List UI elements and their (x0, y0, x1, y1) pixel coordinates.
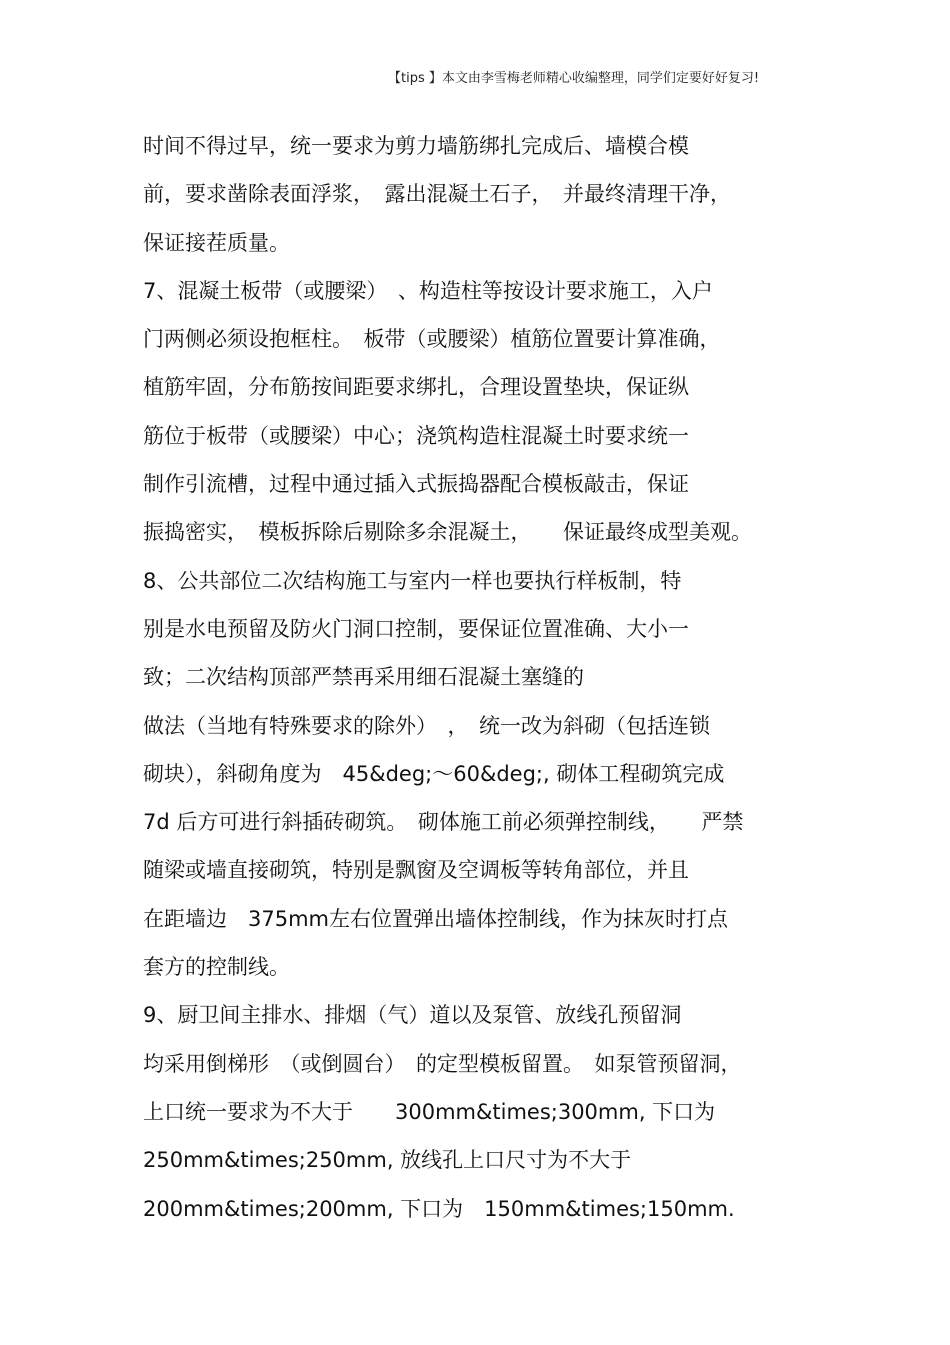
text-line: 砌块），斜砌角度为 45&deg;～60&deg;, 砌体工程砌筑完成 (143, 761, 725, 786)
text-line: 筋位于板带（或腰梁）中心；浇筑构造柱混凝土时要求统一 (143, 423, 689, 448)
document-body (143, 122, 903, 1233)
text-line: 均采用倒梯形 （或倒圆台） 的定型模板留置。 如泵管预留洞， (143, 1051, 742, 1076)
text-line: 7d 后方可进行斜插砖砌筑。 砌体施工前必须弹控制线， 严禁 (143, 810, 744, 835)
text-line: 时间不得过早，统一要求为剪力墙筋绑扎完成后、墙模合模 (143, 134, 689, 158)
text-line: 上口统一要求为不大于 300mm&times;300mm, 下口为 (143, 1099, 716, 1124)
text-line: 振捣密实， 模板拆除后剔除多余混凝土， 保证最终成型美观。 (143, 520, 752, 545)
text-line: 前，要求凿除表面浮浆， 露出混凝土石子， 并最终清理干净， (143, 182, 731, 207)
text-line: 门两侧必须设抱框柱。 板带（或腰梁）植筋位置要计算准确， (143, 327, 721, 352)
section-8-heading-line: 8、公共部位二次结构施工与室内一样也要执行样板制，特 (143, 568, 682, 593)
text-line: 套方的控制线。 (143, 955, 290, 980)
text-line: 200mm&times;200mm, 下口为 150mm&times;150mm. (143, 1196, 735, 1221)
text-line: 随梁或墙直接砌筑，特别是飘窗及空调板等转角部位，并且 (143, 858, 689, 883)
text-line: 做法（当地有特殊要求的除外） ， 统一改为斜砌（包括连锁 (143, 713, 710, 738)
text-line: 植筋牢固，分布筋按间距要求绑扎，合理设置垫块，保证纵 (143, 375, 689, 400)
text-line: 在距墙边 375mm左右位置弹出墙体控制线，作为抹灰时打点 (143, 906, 728, 931)
section-7-heading-line: 7、混凝土板带（或腰梁） 、构造柱等按设计要求施工，入户 (143, 278, 713, 303)
header-tips-note: 【tips 】本文由李雪梅老师精心收编整理，同学们定要好好复习! (388, 71, 760, 86)
section-9-heading-line: 9、厨卫间主排水、排烟（气）道以及泵管、放线孔预留洞 (143, 1003, 682, 1028)
text-line: 致；二次结构顶部严禁再采用细石混凝土塞缝的 (143, 665, 584, 690)
text-line: 保证接茬质量。 (143, 230, 290, 255)
text-line: 别是水电预留及防火门洞口控制，要保证位置准确、大小一 (143, 616, 689, 641)
text-line: 制作引流槽，过程中通过插入式振捣器配合模板敲击，保证 (143, 472, 689, 497)
text-line: 250mm&times;250mm, 放线孔上口尺寸为不大于 (143, 1148, 632, 1173)
